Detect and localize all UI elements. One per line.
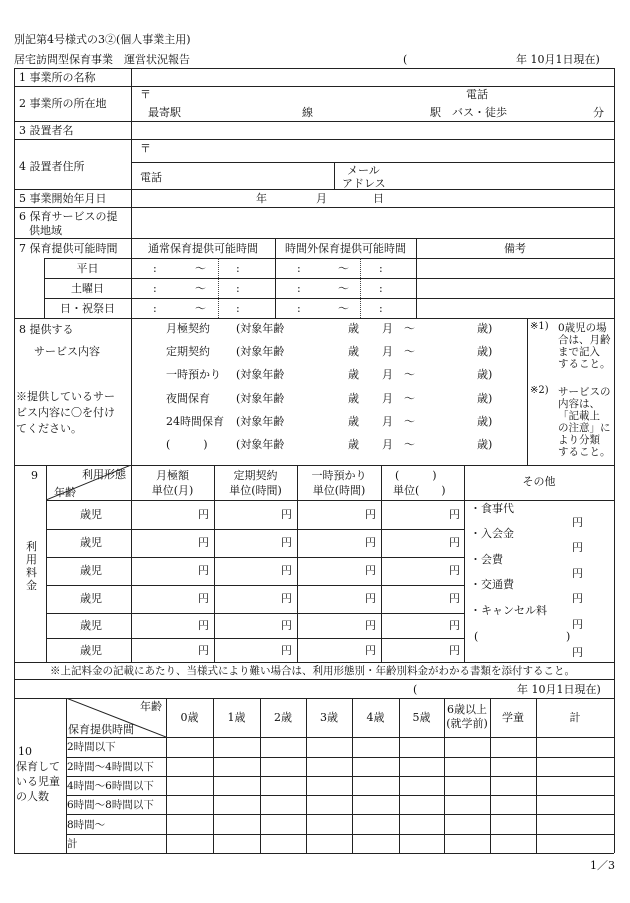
s8-note2-line: 内容は、 [558,398,600,410]
s8-note1-mark: ※1) [530,321,549,332]
s8-note1-line: 合は、月齢 [558,334,611,346]
s10-col-school: 学童 [502,711,524,724]
s7-day-holiday: 日・祝祭日 [60,302,115,315]
s10-col-preschool: (就学前) [446,717,488,730]
s9-col-unit: 単位(時間) [312,484,366,497]
service-age-label: (対象年齢 [236,322,285,335]
s7-wave: 〜 [338,282,349,295]
s10-col-six-plus: 6歳以上 [447,703,487,716]
s9-yen: 円 [365,564,376,577]
s7-day-saturday: 土曜日 [71,282,104,295]
s9-age-row-label: 歳児 [80,564,102,577]
s8-note2-line: より分類 [558,434,600,446]
s9-other-transport: ・交通費 [470,578,514,591]
s9-footnote: ※上記料金の記載にあたり、当様式により難い場合は、利用形態別・年齢別料金がわかる書類を添付すること。 [50,665,575,677]
s9-hdr-age: 年齢 [54,486,76,499]
service-age-end: 歳) [477,438,493,451]
s9-yen: 円 [365,592,376,605]
s8-instruction-3: てください。 [16,422,82,435]
s9-yen: 円 [198,508,209,521]
s9-yen: 円 [449,508,460,521]
s7-col-notes: 備考 [504,242,526,255]
s9-other-paren-close: ) [566,630,571,643]
operator-name-field[interactable] [133,122,612,138]
service-age-end: 歳) [477,345,493,358]
s10-col-total: 計 [569,711,581,724]
s10-col-age: 5歳 [412,711,431,724]
s5-month: 月 [316,192,327,205]
form-title: 居宅訪問型保育事業 運営状況報告 [14,53,190,66]
service-age-label: (対象年齢 [236,415,285,428]
s8-note2-line: 「記載上 [558,410,600,422]
s9-col-header: ( ) [395,469,437,482]
s9-yen: 円 [281,592,292,605]
s10-side: の人数 [16,790,49,803]
s10-hdr-duration: 保育提供時間 [68,723,134,736]
form-number: 別記第4号様式の3②(個人事業主用) [14,33,191,46]
service-age-label: (対象年齢 [236,368,285,381]
s10-row-label: 6時間〜8時間以下 [67,799,154,811]
s7-col-extra: 時間外保育提供可能時間 [285,242,406,255]
s9-yen: 円 [281,536,292,549]
s9-yen: 円 [281,644,292,657]
operator-address-field[interactable] [133,140,612,161]
s10-row-label: 4時間〜6時間以下 [67,780,154,792]
s8-label-2: サービス内容 [34,345,100,358]
s10-col-age: 2歳 [274,711,292,724]
s9-yen: 円 [198,619,209,632]
s9-yen: 円 [572,592,583,605]
s7-colon: : [153,262,157,275]
s10-row-label: 2時間〜4時間以下 [67,761,154,773]
service-age-unit: 歳 [348,415,359,428]
s7-colon: : [379,282,383,295]
s8-note2-mark: ※2) [530,385,549,396]
s2-line-label: 線 [302,106,313,119]
s7-wave: 〜 [195,262,206,275]
s8-note1-line: 0歳児の場 [558,322,607,334]
s9-side: 金 [26,579,37,592]
s4-phone-label: 電話 [140,171,162,184]
s2-postal: 〒 [140,88,151,101]
service-wave: 〜 [404,345,415,358]
s9-hdr-usage: 利用形態 [82,468,126,481]
s8-note1-line: まで記入 [558,346,600,358]
s9-col-header: 月極額 [156,469,189,482]
s10-date: 年 10月1日現在) [517,683,601,696]
s2-label: 2 事業所の所在地 [19,97,107,110]
service-age-end: 歳) [477,392,493,405]
s2-access-label: 駅 バス・徒歩 [430,106,507,119]
s9-yen: 円 [198,536,209,549]
s9-other-cancel: ・キャンセル料 [470,604,547,617]
service-age-label: (対象年齢 [236,392,285,405]
s7-colon: : [297,282,301,295]
s7-wave: 〜 [195,282,206,295]
s9-yen: 円 [449,644,460,657]
service-age-end: 歳) [477,368,493,381]
s10-row-label: 2時間以下 [67,741,116,753]
service-item[interactable]: 月極契約 [166,322,210,335]
service-area-field[interactable] [133,208,612,237]
service-age-label: (対象年齢 [236,345,285,358]
s9-age-row-label: 歳児 [80,592,102,605]
s9-age-row-label: 歳児 [80,536,102,549]
s8-note2-line: の注意」に [558,422,611,434]
s9-yen: 円 [365,536,376,549]
page-number: 1／3 [590,859,615,872]
header-date-paren: ( [403,53,408,66]
service-age-end: 歳) [477,415,493,428]
s4-mail-label-1: メール [347,164,380,177]
s8-note1-line: すること。 [558,358,611,370]
service-age-unit: 歳 [348,392,359,405]
s7-colon: : [236,262,240,275]
s9-col-header: 一時預かり [311,469,367,482]
s9-yen: 円 [449,619,460,632]
s2-minutes-label: 分 [593,106,604,119]
s10-hdr-age: 年齢 [140,700,162,713]
s7-colon: : [379,262,383,275]
service-age-unit: 歳 [348,438,359,451]
s8-instruction-2: ビス内容に〇を付け [16,406,115,419]
s8-note2-line: すること。 [558,446,611,458]
s4-mail-label-2: アドレス [342,177,386,190]
s10-side: いる児童 [16,775,60,788]
s5-label: 5 事業開始年月日 [19,192,107,205]
s10-col-age: 3歳 [320,711,338,724]
s9-yen: 円 [572,567,583,580]
s9-col-header: 定期契約 [233,469,278,482]
s9-side: 用 [26,553,37,566]
s9-col-unit: 単位(月) [151,484,194,497]
s9-yen: 円 [198,644,209,657]
s7-colon: : [236,282,240,295]
s10-side: 保育して [16,760,60,773]
service-month-unit: 月 [382,368,393,381]
service-month-unit: 月 [382,392,393,405]
service-wave: 〜 [404,322,415,335]
s2-station-label: 最寄駅 [148,106,181,119]
s9-number: 9 [31,469,38,482]
s10-row-label: 8時間〜 [67,819,106,831]
operator-email-field[interactable] [392,163,612,188]
service-wave: 〜 [404,368,415,381]
facility-address-field[interactable] [133,87,612,120]
s7-wave: 〜 [338,262,349,275]
start-date-field[interactable] [133,190,612,206]
s9-yen: 円 [281,564,292,577]
s9-other-paren-open: ( [474,630,479,643]
s7-colon: : [153,282,157,295]
s9-yen: 円 [365,508,376,521]
s9-yen: 円 [572,618,583,631]
service-age-unit: 歳 [348,322,359,335]
s9-age-row-label: 歳児 [80,619,102,632]
s7-colon: : [379,302,383,315]
s9-age-row-label: 歳児 [80,508,102,521]
s6-label-2: 供地域 [29,224,62,237]
s10-date-paren: ( [413,683,418,696]
s7-wave: 〜 [195,302,206,315]
service-month-unit: 月 [382,322,393,335]
s8-instruction-1: ※提供しているサー [16,390,115,403]
s10-side: 10 [18,745,32,758]
service-wave: 〜 [404,415,415,428]
s7-colon: : [297,302,301,315]
s9-side: 料 [26,566,37,579]
service-item[interactable]: 24時間保育 [166,415,224,428]
s9-yen: 円 [281,619,292,632]
s1-label: 1 事業所の名称 [19,71,96,84]
s7-label: 7 保育提供可能時間 [19,242,118,255]
s10-col-age: 1歳 [227,711,246,724]
s7-colon: : [236,302,240,315]
service-item[interactable]: 夜間保育 [166,392,210,405]
service-age-unit: 歳 [348,368,359,381]
s9-yen: 円 [449,592,460,605]
s5-day: 日 [373,192,384,205]
s9-other-meal: ・食事代 [470,502,514,515]
service-month-unit: 月 [382,415,393,428]
service-wave: 〜 [404,392,415,405]
s10-col-age: 4歳 [366,711,385,724]
s9-yen: 円 [449,564,460,577]
s9-yen: 円 [365,619,376,632]
s9-side: 利 [26,540,37,553]
s9-other-enrollment: ・入会金 [470,527,514,540]
header-date: 年 10月1日現在) [516,53,600,66]
operator-phone-field[interactable] [150,163,333,188]
s10-col-age: 0歳 [180,711,199,724]
service-month-unit: 月 [382,438,393,451]
s5-year: 年 [256,192,267,205]
s9-other-header: その他 [522,475,556,488]
s8-note2-line: サービスの [558,386,611,398]
s4-label: 4 設置者住所 [19,160,85,173]
service-month-unit: 月 [382,345,393,358]
s2-phone-label: 電話 [466,88,488,101]
s7-wave: 〜 [338,302,349,315]
service-item[interactable]: 定期契約 [166,345,210,358]
s9-other-membership: ・会費 [470,553,503,566]
service-wave: 〜 [404,438,415,451]
s7-colon: : [297,262,301,275]
s9-yen: 円 [572,516,583,529]
s9-yen: 円 [281,508,292,521]
s9-age-row-label: 歳児 [80,644,102,657]
s8-label-1: 8 提供する [19,323,74,336]
s9-yen: 円 [572,541,583,554]
service-age-unit: 歳 [348,345,359,358]
service-item[interactable]: 一時預かり [166,368,221,381]
s9-yen: 円 [365,644,376,657]
facility-name-field[interactable] [133,69,612,85]
s7-colon: : [153,302,157,315]
service-item[interactable]: ( ) [166,438,208,451]
s9-yen: 円 [198,592,209,605]
s4-postal: 〒 [140,142,151,155]
s9-col-unit: 単位( ) [393,484,446,497]
s3-label: 3 設置者名 [19,124,74,137]
service-age-end: 歳) [477,322,493,335]
s7-col-regular: 通常保育提供可能時間 [148,242,258,255]
s9-col-unit: 単位(時間) [229,484,282,497]
s7-day-weekday: 平日 [76,262,99,275]
s9-yen: 円 [198,564,209,577]
service-age-label: (対象年齢 [236,438,285,451]
s9-yen: 円 [449,536,460,549]
s6-label-1: 6 保育サービスの提 [19,210,118,223]
s9-yen: 円 [572,646,583,659]
s10-row-label: 計 [67,838,78,850]
